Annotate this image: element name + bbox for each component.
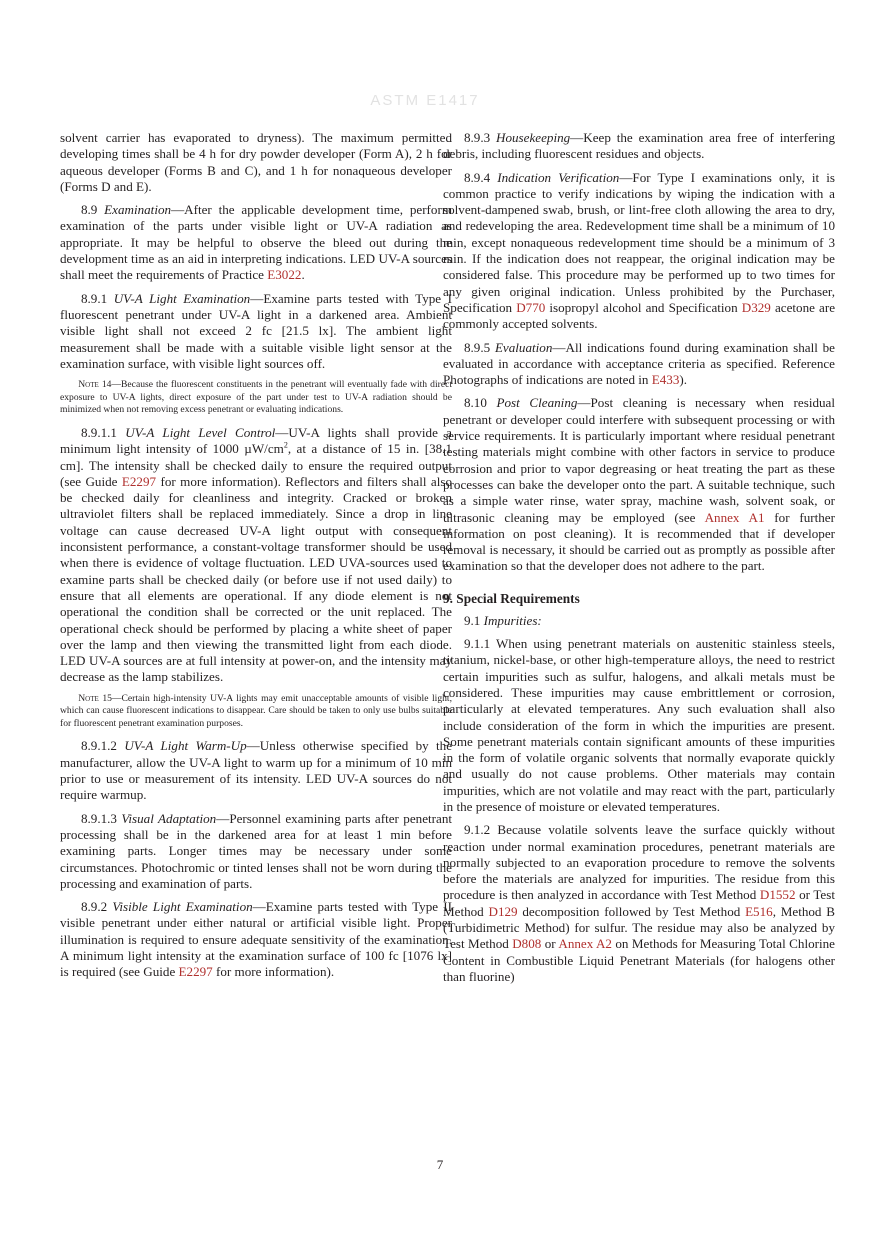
section-title: Housekeeping [496, 130, 571, 145]
section-title: Visual Adaptation [121, 810, 217, 826]
section-text: —All indications found during examination shall be evaluated in accordance with acceptance criteria as specified. Reference Photographs of indications are noted in [443, 339, 835, 388]
link-e2297[interactable]: E2297 [121, 473, 157, 489]
section-text: —After the applicable development time, perform examination of the parts under visible light or UV-A radiation as appropriate. It may be helpful to observe the bleed out during the development time as an aid in interpreting indications. LED UV-A sources shall meet the requirements of Practice [60, 202, 453, 283]
section-text: —UV-A lights shall provide a minimum light intensity of 1000 µW/cm [60, 424, 452, 457]
watermark-logo: ASTM E1417 [370, 92, 480, 109]
section-title: UV-A Light Warm-Up [124, 738, 247, 754]
section-title: Examination [104, 202, 172, 218]
section-8-9-2 [60, 899, 452, 980]
link-annex-a2[interactable]: Annex A2 [558, 936, 612, 952]
section-8-9 [60, 202, 452, 283]
left-column [60, 130, 452, 988]
section-8-9-1-2 [60, 738, 452, 803]
section-number: 8.9.2 [80, 899, 113, 915]
right-column [443, 130, 835, 992]
page-number: 7 [436, 1157, 444, 1172]
section-text-end: for more information). [212, 964, 335, 980]
section-8-9-3 [443, 130, 835, 163]
link-e2297[interactable]: E2297 [178, 964, 213, 980]
section-title: UV-A Light Examination [113, 290, 251, 306]
link-annex-a1[interactable]: Annex A1 [704, 509, 765, 525]
note-label: Note [78, 692, 99, 704]
section-title: UV-A Light Level Control [125, 424, 276, 440]
note-15 [60, 693, 452, 731]
section-number: 9.1 [463, 612, 484, 628]
section-text: 9.1.2 Because volatile solvents leave the surface quickly without reaction under normal examination procedures, penetrant materials are normally subjected to an evaporation procedure to remove the solvents before the materials are analyzed for impurities. The residue from this procedure is then analyzed in accordance with Test Method [443, 822, 835, 903]
section-9-1-2 [443, 822, 835, 985]
section-8-9-1 [60, 291, 452, 372]
section-text: or Test Method [443, 887, 835, 919]
section-number: 8.9.3 [463, 130, 496, 145]
note-14 [60, 379, 452, 417]
section-8-10 [443, 395, 835, 574]
section-8-9-4 [443, 170, 835, 333]
link-d129[interactable]: D129 [488, 903, 518, 919]
section-8-9-5 [443, 340, 835, 389]
section-text: —Examine parts tested with Type II visible penetrant under either natural or artificial visible light. Proper illumination is required to ensure adequate sensitivity of the examination. A minimum light intensity at the examination surface of 100 fc [1076 lx] is required (see Guide [60, 899, 452, 980]
section-8-9-1-3 [60, 811, 452, 892]
section-number: 8.9.1.3 [80, 810, 122, 826]
section-text: —For Type I examinations only, it is common practice to verify indications by wiping the indication with a solvent-dampened swab, brush, or lint-free cloth allowing the area to dry, and redeveloping the area. Redevelopment time shall be a minimum of 10 min, except nonaqueous redevelopment time should be a minimum of 3 min. If the indication does not reappear, the original indication may be considered false. This procedure may be performed up to two times for any given original indication. Unless prohibited by the Purchaser, Specification [443, 169, 835, 315]
link-d808[interactable]: D808 [512, 936, 542, 952]
section-text: , at a distance of 15 in. [38.1 cm]. The intensity shall be checked daily to ensure the required output (see Guide [60, 441, 452, 489]
section-text: isopropyl alcohol and Specification [545, 299, 742, 315]
section-title: Evaluation [494, 339, 553, 355]
link-e516[interactable]: E516 [745, 903, 773, 919]
section-text: or [541, 936, 559, 952]
section-text: decomposition followed by Test Method [517, 903, 746, 919]
section-text: , Method B (Turbidimetric Method) for sulfur. The residue may also be analyzed by Test Method [443, 903, 835, 952]
section-8-9-1-1 [60, 425, 452, 686]
section-text-end: . [301, 267, 305, 283]
section-text-end: ). [679, 372, 688, 388]
section-title: Impurities: [483, 612, 542, 628]
section-number: 8.9.1.1 [80, 424, 126, 440]
section-text: —Post cleaning is necessary when residual penetrant or developer could interfere with subsequent processing or with service requirements. It is particularly important where residual penetrant testing materials might combine with other factors in service to produce corrosion and prior to vapor degreasing or heat treating the part as these processes can bake the developer onto the part. A suitable technique, such as a simple water rinse, water spray, machine wash, solvent soak, or ultrasonic cleaning may be employed (see [443, 395, 836, 525]
section-text: on Methods for Measuring Total Chlorine Content in Combustible Liquid Penetrant Materials (for halogens other than fluorine) [443, 936, 835, 984]
link-d1552[interactable]: D1552 [759, 887, 796, 903]
section-9-1-1: 9.1.1 When using penetrant materials on austenitic stainless steels, titanium, nickel-base, or other high-temperature alloys, the need to restrict certain impurities such as sulfur, halogens, and alkali metals must be considered. These impurities may cause embrittlement or corrosion, particularly at elevated temperatures. Any such evaluation shall also include consideration of the form in which the impurities are present. Some penetrant materials contain significant amounts of these impurities in the form of volatile organic solvents that normally evaporate quickly and usually do not cause problems. Other materials may contain impurities, which are not volatile and may react with the part, particularly in the presence of moisture or elevated temperatures. [443, 636, 835, 814]
link-d770[interactable]: D770 [516, 299, 546, 315]
section-text: for further information on post cleaning). It is recommended that if developer removal is necessary, it should be carried out as promptly as possible after examination so that the developer does not adhere to the part. [443, 509, 835, 574]
section-text: —Unless otherwise specified by the manufacturer, allow the UV-A light to warm up for a minimum of 10 min prior to use or measurement of its intensity. LED UV-A sources do not require warmup. [60, 738, 453, 803]
section-text: for more information). Reflectors and filters shall also be checked daily for cleanliness and integrity. Cracked or broken ultraviolet filters shall be replaced immediately. Since a drop in line voltage can cause decreased UV-A light output with consequent inconsistent performance, a constant-voltage transformer should be used when there is evidence of voltage fluctuation. LED UVA-sources used to examine parts shall be checked daily (or before use if not used daily) to ensure that all elements are operational. If any diode element is not operational the condition shall be corrected or the unit replaced. The operational check should be performed by placing a white sheet of paper over the lamp and then viewing the transmitted light from each diode. LED UV-A sources are at full intensity at power-on, and the intensity may decrease as the lamp stabilizes. [60, 473, 452, 685]
section-9-1 [443, 613, 835, 629]
section-text: —Personnel examining parts after penetrant processing shall be in the darkened area for at least 1 min before examining parts. Longer times may be necessary under some circumstances. Photochromic or tinted lenses shall not be worn during the processing and examination of parts. [60, 810, 452, 891]
section-number: 8.9.5 [463, 339, 495, 355]
link-e433[interactable]: E433 [651, 372, 680, 388]
section-number: 8.9.4 [463, 169, 498, 185]
paragraph-continuation: solvent carrier has evaporated to dryness). The maximum permitted developing times shall be 4 h for dry powder developer (Form A), 2 h for aqueous developer (Forms B and C), and 1 h for nonaqueous developer (Forms D and E). [60, 130, 452, 194]
note-text: 14—Because the fluorescent constituents in the penetrant will eventually fade with direct exposure to UV-A lights, direct exposure of the part under test to UV-A radiation should be minimized when not removing excess penetrant or evaluating indications. [60, 379, 452, 416]
link-d329[interactable]: D329 [741, 299, 771, 315]
section-text: —Keep the examination area free of interfering debris, including fluorescent residues and objects. [443, 130, 835, 162]
section-number: 8.9 [80, 202, 105, 218]
section-number: 8.9.1 [80, 290, 114, 306]
note-label: Note [78, 379, 99, 391]
section-title: Visible Light Examination [112, 899, 253, 915]
section-title: Post Cleaning [496, 395, 578, 411]
section-title: Indication Verification [497, 169, 620, 185]
section-number: 8.10 [463, 395, 497, 411]
section-text: —Examine parts tested with Type I fluorescent penetrant under UV-A light in a darkened area. Ambient visible light shall not exceed 2 fc [21.5 lx]. The ambient light measurement shall be made with a suitable visible light sensor at the examination surface, with visible light sources off. [60, 290, 453, 371]
section-number: 8.9.1.2 [80, 738, 125, 754]
superscript: 2 [283, 440, 288, 450]
note-text: 15—Certain high-intensity UV-A lights may emit unacceptable amounts of visible light, which can cause fluorescent indications to disappear. Care should be taken to only use bulbs suitable for fluorescent penetrant examination purposes. [60, 692, 452, 729]
link-e3022[interactable]: E3022 [267, 267, 302, 283]
section-text: acetone are commonly accepted solvents. [443, 299, 836, 332]
section-heading-9: 9. Special Requirements [443, 590, 580, 606]
